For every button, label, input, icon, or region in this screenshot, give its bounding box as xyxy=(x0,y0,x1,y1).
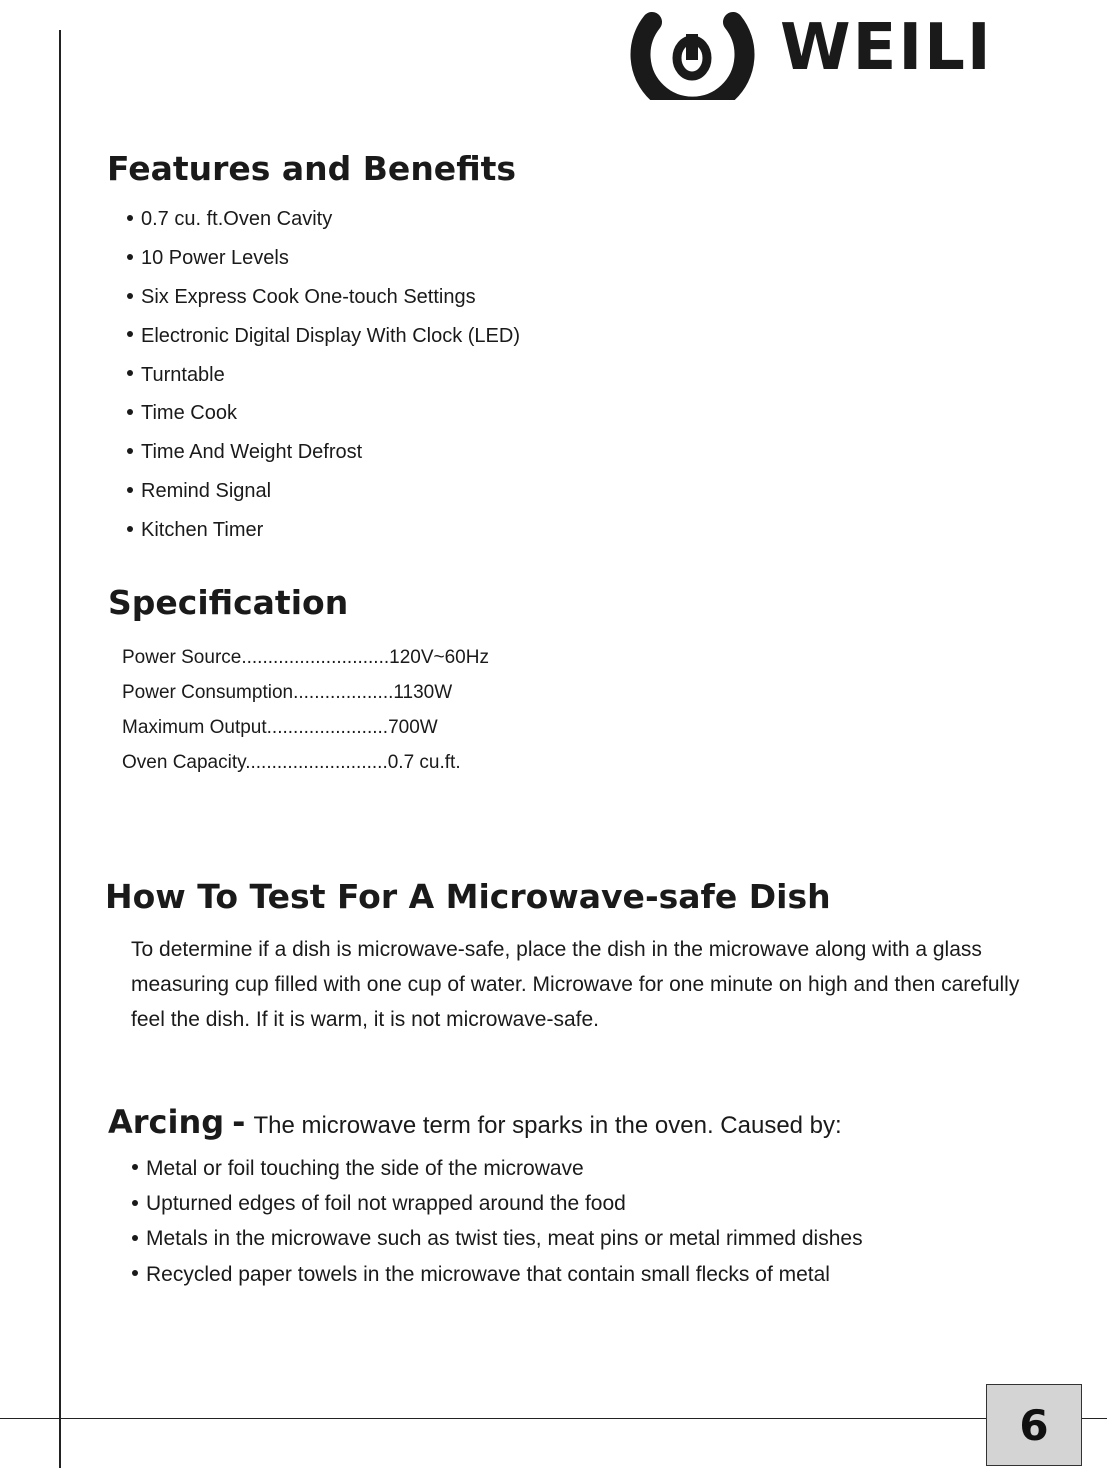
bullet-icon xyxy=(132,1200,138,1206)
weili-logo-icon xyxy=(620,0,765,100)
spec-row: Oven Capacity...........................0.7 cu.ft. xyxy=(122,752,461,773)
bullet-icon xyxy=(127,254,133,260)
arcing-description: The microwave term for sparks in the oven. Caused by: xyxy=(253,1112,842,1139)
bullet-icon xyxy=(132,1235,138,1241)
bullet-icon xyxy=(127,448,133,454)
bullet-icon xyxy=(132,1270,138,1276)
spec-row: Power Consumption...................1130W xyxy=(122,682,453,703)
list-item: 0.7 cu. ft.Oven Cavity xyxy=(127,206,520,245)
brand-name: WEILI xyxy=(780,11,993,85)
list-item: 10 Power Levels xyxy=(127,245,520,284)
list-item: Recycled paper towels in the microwave that contain small flecks of metal xyxy=(132,1262,863,1297)
test-title: How To Test For A Microwave-safe Dish xyxy=(105,877,831,916)
list-item: Turntable xyxy=(127,362,520,401)
list-item: Remind Signal xyxy=(127,478,520,517)
bullet-icon xyxy=(127,293,133,299)
list-item: Metal or foil touching the side of the microwave xyxy=(132,1156,863,1191)
spec-row: Power Source............................120V~60Hz xyxy=(122,647,489,668)
list-item: Kitchen Timer xyxy=(127,517,520,556)
arcing-heading xyxy=(108,1103,842,1141)
bullet-icon xyxy=(127,215,133,221)
footer-rule xyxy=(0,1418,1107,1419)
bullet-icon xyxy=(127,370,133,376)
test-instructions: To determine if a dish is microwave-safe, place the dish in the microwave along with a glass measuring cup filled with one cup of water. Microwave for one minute on high and then carefully feel the dish. If it is warm, it is not microwave-safe. xyxy=(131,938,1020,1031)
arcing-term: Arcing xyxy=(108,1103,225,1141)
bullet-icon xyxy=(127,409,133,415)
arcing-causes-list xyxy=(132,1156,863,1297)
list-item: Time And Weight Defrost xyxy=(127,439,520,478)
specification-table xyxy=(122,645,489,785)
list-item: Upturned edges of foil not wrapped around the food xyxy=(132,1191,863,1226)
list-item: Electronic Digital Display With Clock (LED) xyxy=(127,323,520,362)
brand-logo xyxy=(620,0,1000,100)
bullet-icon xyxy=(127,487,133,493)
list-item: Metals in the microwave such as twist ties, meat pins or metal rimmed dishes xyxy=(132,1226,863,1261)
bullet-icon xyxy=(127,331,133,337)
left-margin-rule xyxy=(59,30,61,1468)
bullet-icon xyxy=(127,526,133,532)
specification-title: Specification xyxy=(108,583,349,622)
spec-row: Maximum Output.......................700W xyxy=(122,717,438,738)
features-list xyxy=(127,206,520,556)
features-title: Features and Benefits xyxy=(107,149,517,188)
arcing-dash: - xyxy=(232,1103,246,1141)
page-number: 6 xyxy=(986,1384,1082,1466)
list-item: Time Cook xyxy=(127,400,520,439)
list-item: Six Express Cook One-touch Settings xyxy=(127,284,520,323)
bullet-icon xyxy=(132,1164,138,1170)
